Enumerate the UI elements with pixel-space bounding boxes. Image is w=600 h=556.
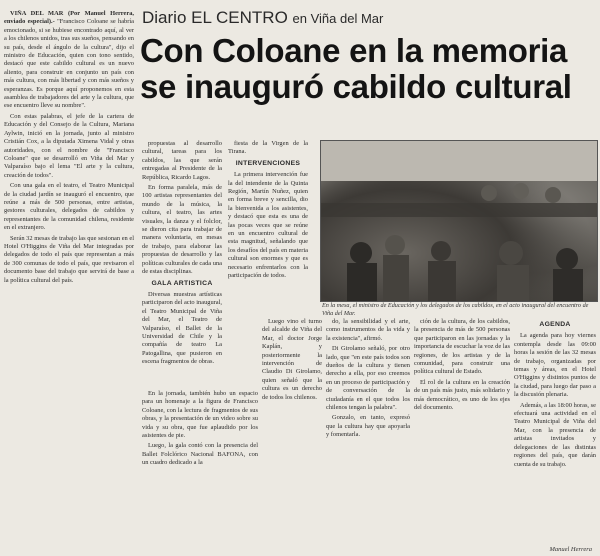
lead-paragraph: [4, 10, 134, 111]
paragraph: Serán 32 mesas de trabajo las que sesionan en el Hotel O'Higgins de Viña del Mar integradas por delegados de todo el país que representan a más de 300 comunas de todo el país, que revisaron el documento base del trabajo que servirá de base a la política cultural del país.: [4, 234, 134, 284]
headline: [140, 33, 598, 105]
paragraph: La agenda para hoy viernes contempla desde las 09:00 horas la sesión de las 32 mesas de trabajo, organizadas por temas y áreas, en el Hotel O'Higgins y distintos puntos de la ciudad, para luego dar paso a la discusión plenaria.: [514, 332, 596, 399]
paragraph: Además, a las 18:00 horas, se efectuará una actividad en el Teatro Municipal de Viña del Mar, con la presencia de artistas invitados y delegaciones de las distintas regiones del país, que darán cuenta de su trabajo.: [514, 401, 596, 468]
paragraph: Luego, la gala contó con la presencia del Ballet Folclórico Nacional BAFONA, con un cuadro dedicado a la: [142, 442, 258, 467]
kicker-prefix: Diario EL CENTRO: [142, 8, 288, 27]
paragraph: Di Girolamo señaló, por otro lado, que "en este país todos son dueños de la cultura y tienen derecho a ella, por eso creemos en un proceso de participación y de conversación de la ciudadanía en el que todos los chilenos tengan la palabra".: [326, 345, 410, 412]
headline-line-1: Con Coloane en la memoria: [140, 32, 568, 69]
paragraph: La primera intervención fue la del intendente de la Quinta Región, Martín Nuñez, quien en forma breve y sencilla, dio la bienvenida a los asistentes, y destacó que esta es una de las pocas veces que se reúne en un encuentro cultural de esta magnitud, señalando que los desafíos del país en materia cultural son enormes y que es necesario enfrentarlos con la participación de todos.: [228, 171, 308, 280]
column-2: [142, 140, 222, 390]
subhead-intervenciones: INTERVENCIONES: [235, 159, 301, 167]
column-1: [4, 10, 134, 552]
news-photo: [320, 140, 598, 302]
paragraph: Con una gala en el teatro, el Teatro Municipal de la ciudad jardín se inauguró el encuentro, que reúne a más de 500 personas, entre artistas, gestores culturales, delegados de cabildos y representantes de la comunidad chilena, residente en el extranjero.: [4, 182, 134, 232]
kicker-suffix: en Viña del Mar: [292, 11, 384, 26]
paragraph: Diversas muestras artísticas participaron del acto inaugural, el Teatro Municipal de Viña del Mar, el Teatro de Valparaíso, el Ballet de la Universidad de Chile y la compañía de teatro La Patogallina, que pusieron en escena fragmentos de obras.: [142, 290, 222, 366]
photo-credit: Manuel Herrera: [549, 546, 592, 553]
headline-line-2: se inauguró cabildo cultural: [140, 68, 572, 105]
photo-caption: En la mesa, el ministro de Educación y los delegados de los cabildos, en el acto inaugural del encuentro de Viña del Mar.: [322, 302, 589, 317]
column-7: [514, 318, 596, 554]
paragraph: propuestas al desarrollo cultural, tareas para los cabildos, las que serán entregadas al Presidente de la República, Ricardo Lagos.: [142, 140, 222, 181]
paragraph: En la jornada, también hubo un espacio para un homenaje a la figura de Francisco Coloane, con la lectura de fragmentos de sus obras, y la presentación de un video sobre su vida y su obra, que fue aplaudido por los asistentes de pie.: [142, 390, 258, 440]
paragraph: fiesta de la Virgen de la Tirana.: [228, 140, 308, 156]
paragraph: Luego vino el turno del alcalde de Viña del Mar, el doctor Jorge Kaplán, y posteriormente la intervención de Claudio Di Girolamo, quien señaló que la cultura es un derecho de todos los chilenos.: [262, 318, 322, 401]
column-4: [262, 318, 322, 554]
subhead-gala: GALA ARTISTICA: [151, 279, 213, 287]
paragraph: El rol de la cultura en la creación de un país más justo, más solidario y más democrático, es uno de los ejes del documento.: [414, 378, 510, 412]
column-6: [414, 318, 510, 554]
paragraph: do, la sensibilidad y el arte, como instrumentos de la vida y la existencia", afirmó.: [326, 318, 410, 342]
column-3: [228, 140, 308, 336]
column-2-lower: [142, 390, 258, 554]
paragraph: En forma paralela, más de 100 artistas representantes del mundo de la música, la cultura, el teatro, las artes visuales, la danza y el folclor, se dieron cita para trabajar de manera voluntaria, en mesas de trabajo, para elaborar las propuestas de desarrollo y las políticas culturales de cada una de estas disciplinas.: [142, 184, 222, 276]
paragraph: Gonzalo, en tanto, expresó que la cultura hay que apoyarla y fomentarla.: [326, 414, 410, 439]
subhead-agenda: AGENDA: [539, 321, 571, 328]
paragraph: ción de la cultura, de los cabildos, la presencia de más de 500 personas que participaron en las jornadas y la importancia de escuchar la voz de las regiones, de los artistas y de la comunidad, para construir una política cultural de Estado.: [414, 318, 510, 376]
kicker: [142, 8, 592, 28]
paragraph: Con estas palabras, el jefe de la cartera de Educación y del Consejo de la Cultura, Mariana Aylwin, inició en la jornada, junto al ministro Cristián Cox, a la diputada Ximena Vidal y otras autoridades, con el nombre de "Francisco Coloane" que se desarrolló en Viña del Mar y Valparaíso bajo el lema "El arte y la cultura, creación de todos".: [4, 112, 134, 179]
column-5: [326, 318, 410, 554]
photo-image: [321, 141, 597, 301]
lead-text: "Francisco Coloane se habría emocionado, si se hubiese encontrado aquí, al ver a los chilenos unidos, tras sus sueños, pensando en su país, desde el ángulo de la cultura", dijo el ministro de Educación, quien con tono sentido, destacó que este cabildo cultural es un nuevo aliento, para construir en conjunto un país con más cultura, con más libertad y con más sueños y esperanzas. Es porque aquí proponemos en esta asamblea de trabajadores del arte y la cultura, que ese encuentro lleve su nombre".: [4, 18, 134, 110]
byline: VIÑA DEL MAR (Por Manuel Herrera, enviado especial).-: [4, 10, 134, 26]
